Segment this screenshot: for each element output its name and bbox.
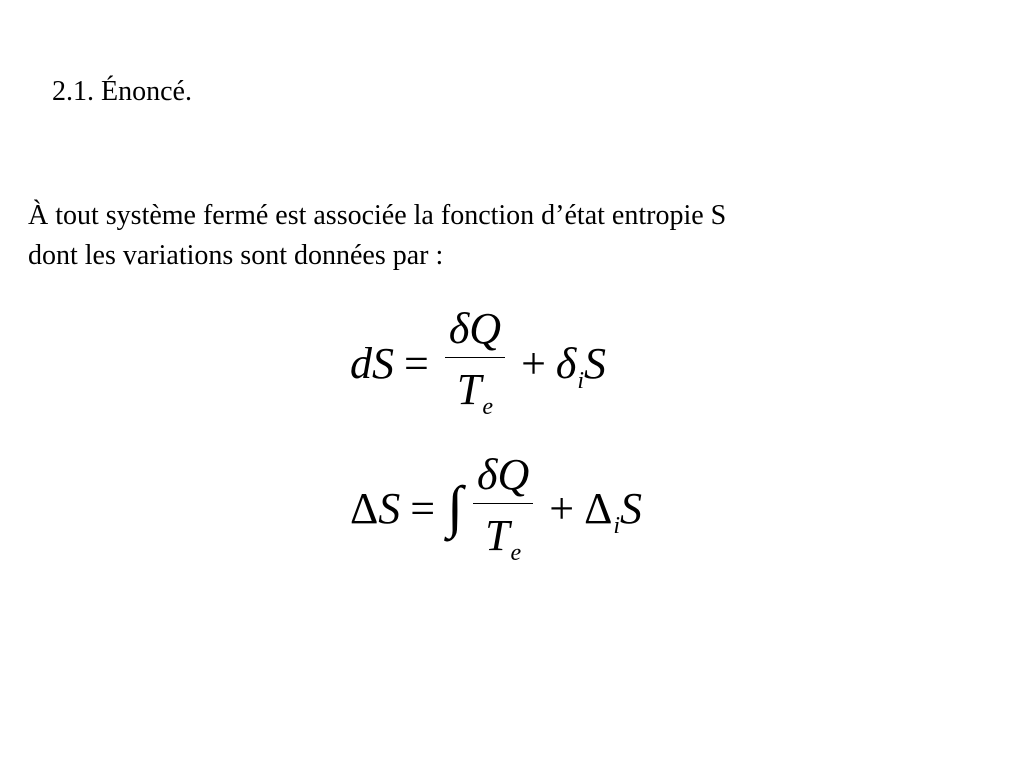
- eq1-num-delta: δ: [448, 304, 470, 353]
- eq2-lhs: [350, 483, 400, 534]
- eq1-plus-sign: +: [521, 338, 546, 388]
- eq1-internal-term: [555, 338, 607, 394]
- eq2-lhs-delta: Δ: [350, 484, 379, 533]
- paragraph-line-1: À tout système fermé est associée la fonction d’état entropie S: [28, 200, 727, 231]
- eq1-equals-sign: =: [404, 338, 429, 388]
- eq1-term-s: S: [584, 338, 607, 388]
- eq2-fraction: [473, 449, 533, 569]
- eq1-lhs-s: S: [372, 338, 394, 388]
- eq2-denominator: [481, 510, 525, 569]
- entropy-differential-equation: [350, 298, 606, 428]
- eq2-plus-sign: +: [549, 484, 575, 533]
- eq2-numerator: [473, 449, 533, 501]
- eq2-equals-sign: =: [410, 484, 436, 533]
- eq1-fraction-bar: [445, 357, 505, 358]
- section-heading: 2.1. Énoncé.: [52, 76, 192, 107]
- eq2-fraction-bar: [473, 503, 533, 504]
- eq2-term-subscript: i: [613, 513, 621, 539]
- eq2-den-subscript: e: [510, 539, 522, 566]
- entropy-definition-paragraph: [28, 196, 988, 276]
- eq1-denominator: [453, 364, 497, 423]
- eq2-internal-term: [584, 483, 643, 539]
- eq1-term-delta: δ: [555, 338, 577, 388]
- eq1-den-subscript: e: [482, 394, 494, 420]
- eq1-den-t: T: [456, 365, 482, 414]
- eq1-lhs: [350, 338, 394, 389]
- eq2-term-s: S: [620, 484, 643, 533]
- eq1-num-q: Q: [469, 304, 502, 353]
- eq2-num-q: Q: [497, 449, 530, 499]
- eq2-integral-sign: ∫: [447, 474, 464, 539]
- eq1-lhs-d: d: [350, 338, 372, 388]
- eq2-den-t: T: [485, 510, 510, 560]
- eq2-term-delta: Δ: [584, 484, 613, 533]
- eq1-numerator: [445, 303, 505, 355]
- eq1-fraction: [445, 303, 505, 423]
- eq1-term-subscript: i: [577, 367, 585, 394]
- entropy-finite-equation: [350, 446, 642, 571]
- eq2-lhs-s: S: [378, 484, 401, 533]
- eq2-num-delta: δ: [477, 449, 498, 499]
- paragraph-line-2: dont les variations sont données par :: [28, 240, 444, 271]
